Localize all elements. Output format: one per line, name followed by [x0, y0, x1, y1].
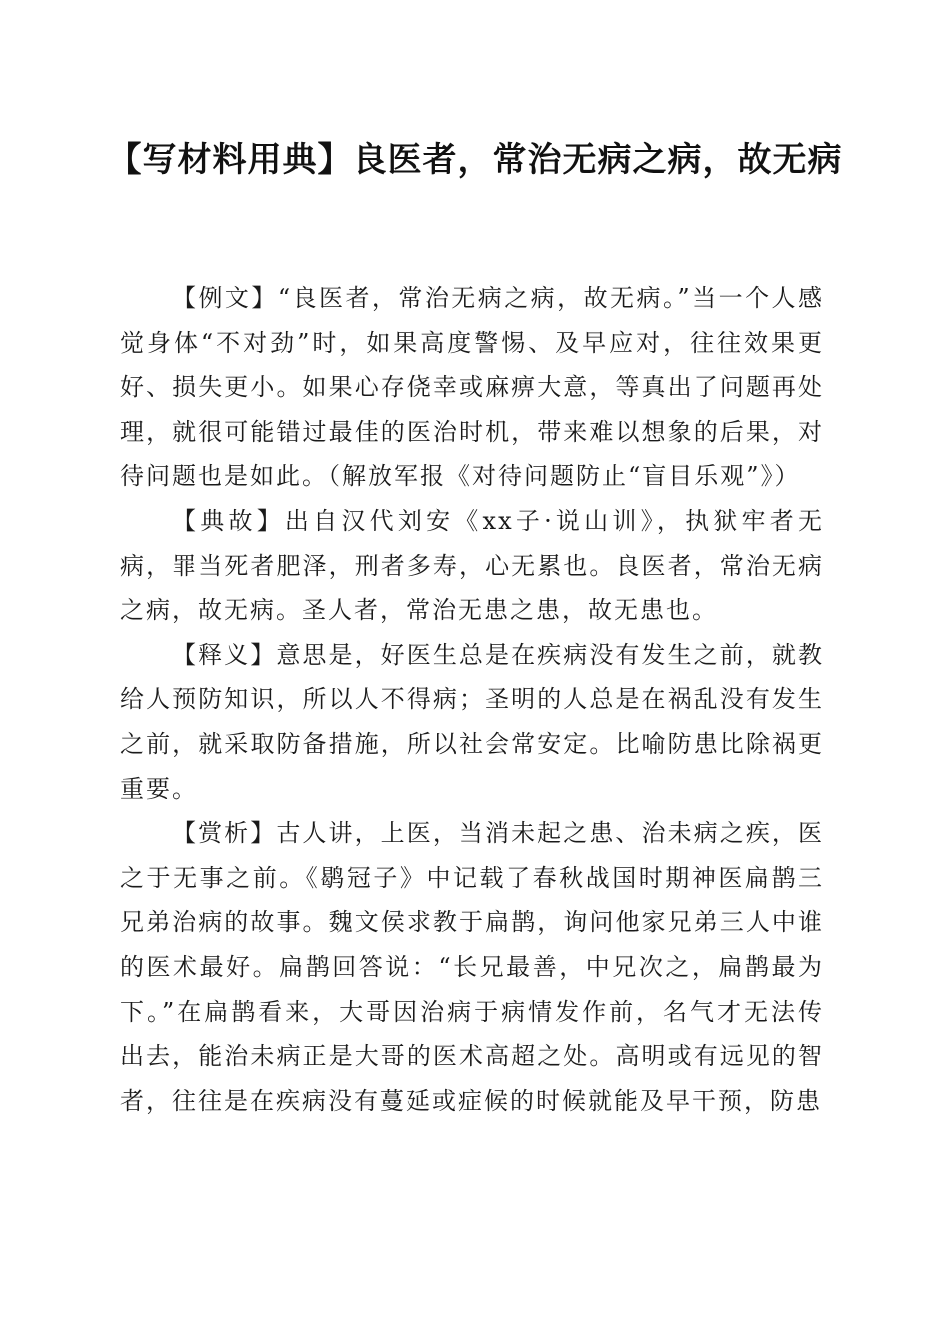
paragraph-meaning: 【释义】意思是，好医生总是在疾病没有发生之前，就教给人预防知识，所以人不得病；圣明的人总是在祸乱没有发生之前，就采取防备措施，所以社会常安定。比喻防患比除祸更重要。	[120, 640, 824, 803]
paragraph-allusion: 【典故】出自汉代刘安《xx子·说山训》，执狱牢者无病，罪当死者肥泽，刑者多寿，心无累也。良医者，常治无病之病，故无病。圣人者，常治无患之患，故无患也。	[120, 506, 824, 625]
document-title: 【写材料用典】良医者，常治无病之病，故无病	[107, 140, 843, 180]
paragraph-example: 【例文】“良医者，常治无病之病，故无病。”当一个人感觉身体“不对劲”时，如果高度警惕、及早应对，往往效果更好、损失更小。如果心存侥幸或麻痹大意，等真出了问题再处理，就很可能错过最佳的医治时机，带来难以想象的后果，对待问题也是如此。（解放军报《对待问题防止“盲目乐观”》）	[120, 284, 824, 491]
paragraph-appreciation: 【赏析】古人讲，上医，当消未起之患、治未病之疾，医之于无事之前。《鹖冠子》中记载了春秋战国时期神医扁鹊三兄弟治病的故事。魏文侯求教于扁鹊，询问他家兄弟三人中谁的医术最好。扁鹊回答说：“长兄最善，中兄次之，扁鹊最为下。”在扁鹊看来，大哥因治病于病情发作前，名气才无法传出去，能治未病正是大哥的医术高超之处。高明或有远见的智者，往往是在疾病没有蔓延或症候的时候就能及早干预，防患	[120, 819, 824, 1115]
document-body	[120, 276, 824, 1123]
